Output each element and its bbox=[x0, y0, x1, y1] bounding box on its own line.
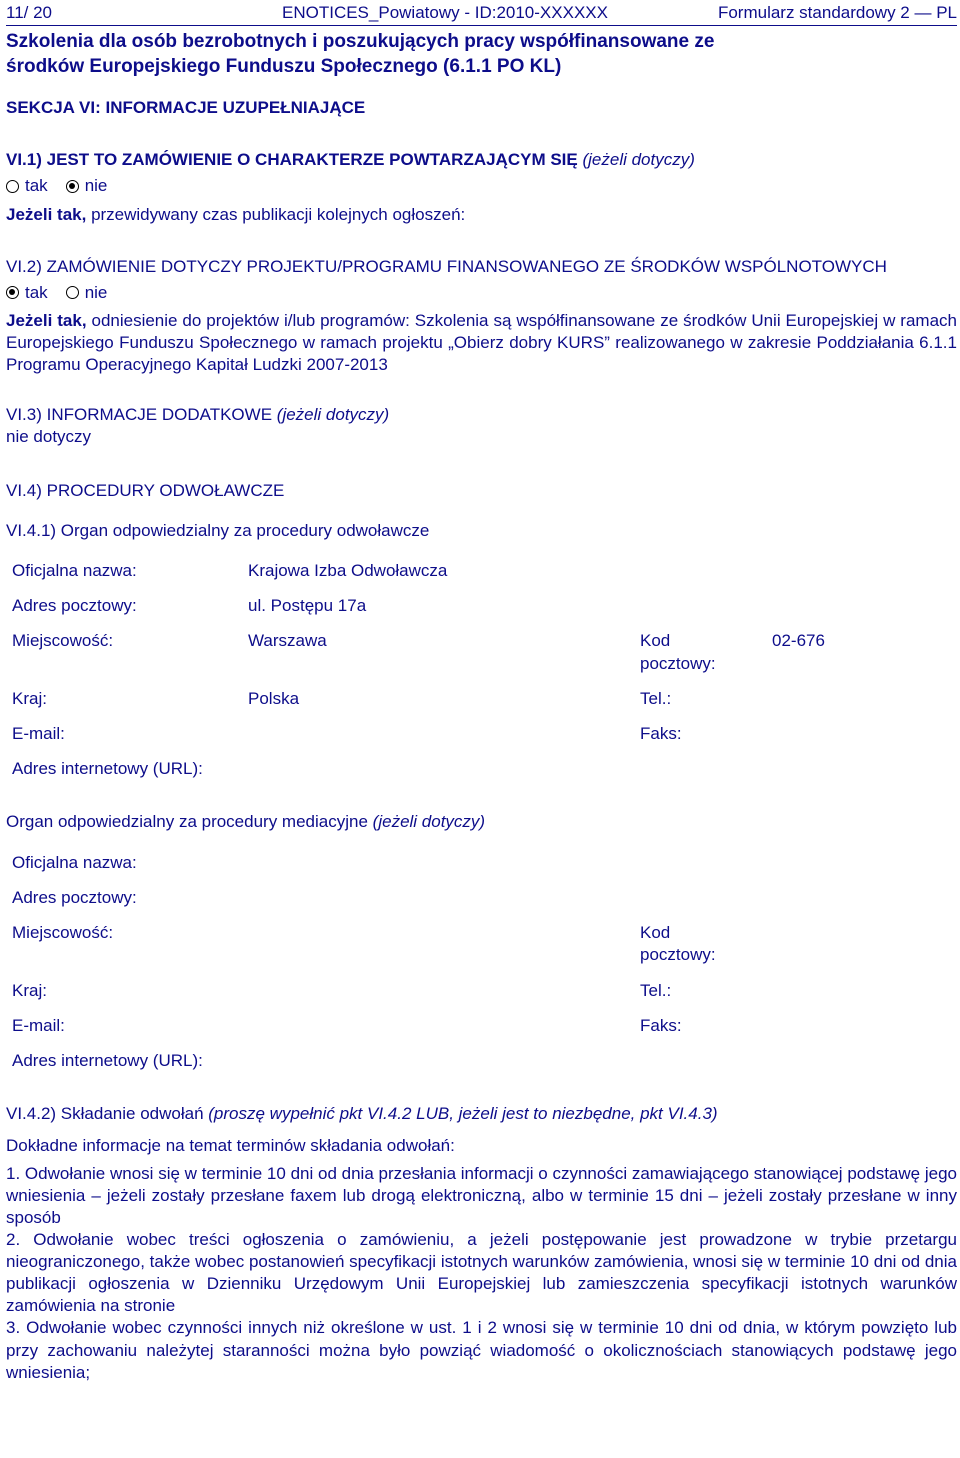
vi4-heading: VI.4) PROCEDURY ODWOŁAWCZE bbox=[6, 481, 285, 501]
radio-selected-icon bbox=[66, 180, 79, 193]
radio-icon bbox=[66, 286, 79, 299]
document-page bbox=[6, 0, 957, 1384]
vi2-options bbox=[6, 282, 957, 304]
vi1-option-yes[interactable]: tak bbox=[6, 175, 48, 197]
vi2-option-no[interactable]: nie bbox=[66, 282, 108, 304]
vi2-followup: Jeżeli tak, odniesienie do projektów i/lub programów: Szkolenia są współfinansowane ze środków Unii Europejskiej w ramach Europejskiego Funduszu Społecznego w ramach projektu „Obierz dobry KURS” realizowanego w zakresie Poddziałania 6.1.1 Programu Operacyjnego Kapitał Ludzki 2007-2013 bbox=[6, 310, 957, 374]
appeal-details-list bbox=[6, 1163, 957, 1384]
document-title: Szkolenia dla osób bezrobotnych i poszukujących pracy współfinansowane ze środków Europejskiego Funduszu Społecznego (6.1.1 PO KL) bbox=[6, 31, 715, 78]
vi1-options bbox=[6, 175, 957, 197]
header-rule bbox=[6, 25, 957, 26]
vi41-heading: VI.4.1) Organ odpowiedzialny za procedury odwoławcze bbox=[6, 521, 430, 541]
vi3-heading: VI.3) INFORMACJE DODATKOWE (jeżeli dotyczy) bbox=[6, 405, 390, 425]
vi3-value: nie dotyczy bbox=[6, 427, 92, 447]
appeal-body-table: Oficjalna nazwa: Krajowa Izba Odwoławcza Adres pocztowy: ul. Postępu 17a Miejscowość: Warszawa Kod pocztowy: 02-676 Kraj: Polska Tel.: E-mail: Faks: Adres internetowy (URL): bbox=[12, 561, 825, 779]
list-item: 3. Odwołanie wobec czynności innych niż określone w ust. 1 i 2 wnosi się w terminie 10 dni od dnia, w którym powzięto lub przy zachowaniu należytej staranności można było powziąć wiadomość o okolicznościach stanowiących podstawę jego wniesienia; bbox=[6, 1318, 957, 1382]
radio-selected-icon bbox=[6, 286, 19, 299]
appeal-body-address: ul. Postępu 17a bbox=[248, 596, 367, 616]
notice-id: ENOTICES_Powiatowy - ID:2010-XXXXXX bbox=[282, 3, 608, 22]
vi1-followup: Jeżeli tak, przewidywany czas publikacji kolejnych ogłoszeń: bbox=[6, 204, 466, 224]
mediation-heading: Organ odpowiedzialny za procedury mediacyjne (jeżeli dotyczy) bbox=[6, 812, 486, 832]
vi42-heading: VI.4.2) Składanie odwołań (proszę wypełnić pkt VI.4.2 LUB, jeżeli jest to niezbędne, pkt VI.4.3) bbox=[6, 1103, 718, 1123]
vi2-heading: VI.2) ZAMÓWIENIE DOTYCZY PROJEKTU/PROGRAMU FINANSOWANEGO ZE ŚRODKÓW WSPÓLNOTOWYCH bbox=[6, 256, 887, 276]
section-title: SEKCJA VI: INFORMACJE UZUPEŁNIAJĄCE bbox=[6, 98, 366, 118]
details-label: Dokładne informacje na temat terminów składania odwołań: bbox=[6, 1135, 455, 1155]
appeal-body-name: Krajowa Izba Odwoławcza bbox=[248, 561, 448, 581]
appeal-body-postcode: 02-676 bbox=[772, 631, 825, 651]
list-item: 1. Odwołanie wnosi się w terminie 10 dni od dnia przesłania informacji o czynności zamawiającego stanowiącej podstawę jego wniesienia – jeżeli zostały przesłane faxem lub drogą elektroniczną, albo w terminie 15 dni – jeżeli zostały przesłane w inny sposób bbox=[6, 1163, 957, 1227]
appeal-body-city: Warszawa bbox=[248, 631, 327, 651]
page-number: 11/ 20 bbox=[6, 3, 53, 22]
mediation-body-table: Oficjalna nazwa: Adres pocztowy: Miejscowość: Kod pocztowy: Kraj: Tel.: E-mail: Faks: Adres internetowy (URL): bbox=[12, 852, 716, 1070]
vi1-heading: VI.1) JEST TO ZAMÓWIENIE O CHARAKTERZE POWTARZAJĄCYM SIĘ (jeżeli dotyczy) bbox=[6, 150, 695, 170]
appeal-body-country: Polska bbox=[248, 689, 300, 709]
radio-icon bbox=[6, 180, 19, 193]
page-header bbox=[6, 0, 957, 24]
form-type: Formularz standardowy 2 — PL bbox=[717, 3, 957, 22]
vi1-option-no[interactable]: nie bbox=[66, 175, 108, 197]
vi2-option-yes[interactable]: tak bbox=[6, 282, 48, 304]
list-item: 2. Odwołanie wobec treści ogłoszenia o zamówieniu, a jeżeli postępowanie jest prowadzone w trybie przetargu nieograniczonego, także wobec postanowień specyfikacji istotnych warunków zamówienia, wnosi się w terminie 10 dni od dnia publikacji ogłoszenia w Dzienniku Urzędowym Unii Europejskiej lub zamieszczenia specyfikacji istotnych warunków zamówienia na stronie bbox=[6, 1230, 957, 1316]
